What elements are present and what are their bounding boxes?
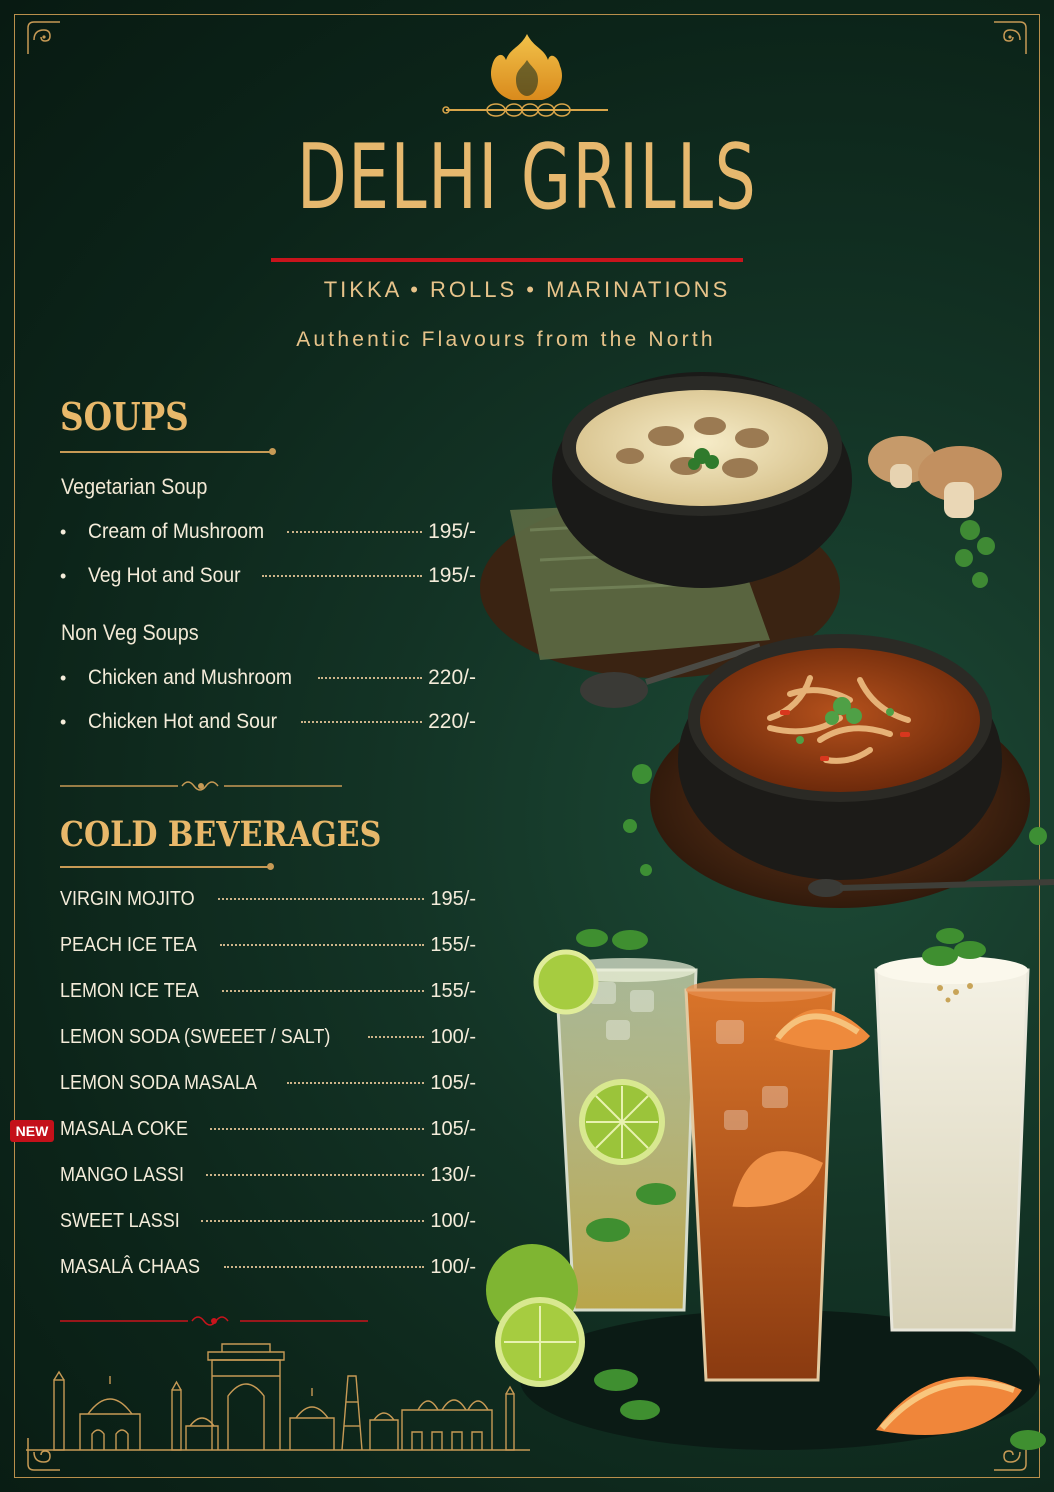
dotted-leader	[301, 721, 422, 723]
item-name: Veg Hot and Sour	[88, 564, 241, 587]
brand-red-rule	[271, 258, 743, 262]
dotted-leader	[206, 1174, 425, 1176]
soups-section-title: SOUPS	[60, 394, 189, 439]
beverage-item	[60, 934, 476, 962]
beverage-item	[60, 1164, 476, 1192]
bullet-icon: •	[60, 668, 67, 688]
bullet-icon: •	[60, 712, 67, 732]
veg-soup-heading: Vegetarian Soup	[61, 474, 208, 499]
item-name: PEACH ICE TEA	[60, 934, 197, 956]
item-price: 100/-	[430, 1026, 476, 1048]
item-name: MASALÂ CHAAS	[60, 1256, 201, 1278]
cold-drinks-photo	[480, 910, 1054, 1492]
dotted-leader	[224, 1266, 425, 1268]
dotted-leader	[201, 1220, 424, 1222]
nonveg-soup-heading: Non Veg Soups	[61, 620, 199, 645]
item-price: 105/-	[430, 1118, 476, 1140]
item-price: 130/-	[430, 1164, 476, 1186]
brand-subtitle: Authentic Flavours from the North	[296, 328, 716, 351]
menu-item	[60, 564, 476, 592]
beverage-item	[60, 1256, 476, 1284]
brand-name: DELHI GRILLS	[296, 125, 758, 230]
beverage-item	[60, 1026, 476, 1054]
menu-item	[60, 710, 476, 738]
item-price: 195/-	[428, 520, 476, 543]
item-price: 100/-	[430, 1256, 476, 1278]
item-name: SWEET LASSI	[60, 1210, 180, 1232]
item-name: MANGO LASSI	[60, 1164, 185, 1186]
item-price: 155/-	[430, 934, 476, 956]
beverages-title-underline	[60, 866, 270, 868]
delhi-skyline-icon	[22, 1336, 534, 1456]
dotted-leader	[287, 531, 422, 533]
dotted-leader	[262, 575, 422, 577]
item-name: Chicken and Mushroom	[88, 666, 293, 689]
beverage-item	[60, 888, 476, 916]
item-name: LEMON SODA MASALA	[60, 1072, 258, 1094]
item-name: VIRGIN MOJITO	[60, 888, 195, 910]
beverage-item	[60, 980, 476, 1008]
dotted-leader	[220, 944, 425, 946]
beverage-item	[60, 1072, 476, 1100]
item-name: LEMON SODA (SWEEET / SALT)	[60, 1026, 331, 1048]
item-price: 220/-	[428, 666, 476, 689]
item-price: 105/-	[430, 1072, 476, 1094]
menu-item	[60, 520, 476, 548]
dotted-leader	[318, 677, 422, 679]
item-price: 220/-	[428, 710, 476, 733]
dotted-leader	[368, 1036, 424, 1038]
beverage-item	[60, 1118, 476, 1146]
flame-logo-icon	[440, 30, 615, 130]
corner-ornament-icon	[990, 18, 1030, 58]
item-name: Chicken Hot and Sour	[88, 710, 278, 733]
divider-ornament-icon	[60, 1311, 368, 1331]
divider-ornament-icon	[60, 776, 342, 796]
beverages-section-title: COLD BEVERAGES	[60, 814, 382, 855]
bullet-icon: •	[60, 566, 67, 586]
soup-bowls-photo	[470, 360, 1054, 920]
item-name: MASALA COKE	[60, 1118, 189, 1140]
soups-title-underline	[60, 451, 272, 453]
dotted-leader	[222, 990, 424, 992]
brand-tagline: TIKKA • ROLLS • MARINATIONS	[323, 277, 731, 302]
item-price: 100/-	[430, 1210, 476, 1232]
dotted-leader	[218, 898, 425, 900]
beverage-item	[60, 1210, 476, 1238]
item-name: Cream of Mushroom	[88, 520, 265, 543]
dotted-leader	[287, 1082, 424, 1084]
menu-item	[60, 666, 476, 694]
item-price: 195/-	[430, 888, 476, 910]
item-name: LEMON ICE TEA	[60, 980, 199, 1002]
item-price: 155/-	[430, 980, 476, 1002]
item-price: 195/-	[428, 564, 476, 587]
new-badge: NEW	[10, 1120, 54, 1142]
dotted-leader	[210, 1128, 424, 1130]
bullet-icon: •	[60, 522, 67, 542]
corner-ornament-icon	[24, 18, 64, 58]
